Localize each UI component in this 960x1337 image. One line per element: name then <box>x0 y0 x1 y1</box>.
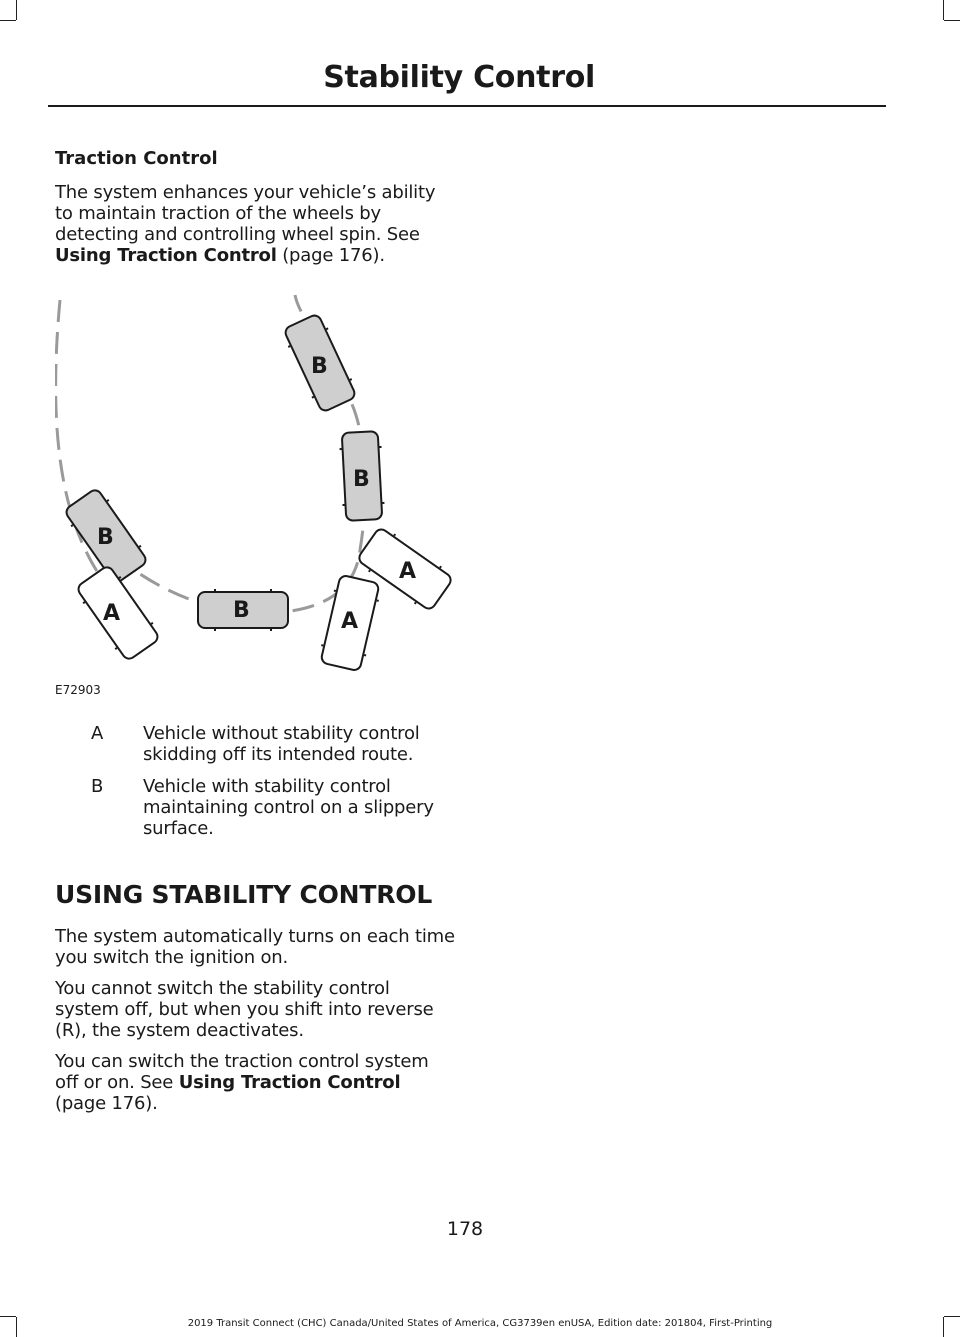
legend-key: B <box>91 776 104 797</box>
stability-diagram <box>55 290 455 695</box>
crop-mark <box>0 1316 16 1317</box>
vehicle-b-left-label: B <box>97 525 114 550</box>
using-section <box>55 926 455 1114</box>
legend-text: Vehicle with stability control maintaining control on a slippery surface. <box>143 776 434 839</box>
vehicle-b-bottom-label: B <box>233 598 250 623</box>
crop-mark <box>944 1316 960 1317</box>
footer-text: 2019 Transit Connect (CHC) Canada/United States of America, CG3739en enUSA, Edition date: 201804, First-Printing <box>187 1318 773 1329</box>
crop-mark <box>943 0 944 20</box>
page-title: Stability Control <box>323 60 595 95</box>
traction-page-ref: (page 176). <box>282 245 385 266</box>
vehicle-b-right-label: B <box>353 467 370 492</box>
vehicle-a-left-label: A <box>103 601 121 626</box>
using-paragraph-3-text: You can switch the traction control system off or on. See <box>55 1051 429 1093</box>
legend-key: A <box>91 723 104 744</box>
vehicle-a-bottom-right-label: A <box>341 609 359 634</box>
traction-heading: Traction Control <box>55 148 218 169</box>
crop-mark <box>944 20 960 21</box>
traction-paragraph-text: The system enhances your vehicle’s ability to maintain traction of the wheels by detecting and controlling wheel spin. See <box>55 182 436 245</box>
section-heading: USING STABILITY CONTROL <box>55 880 433 909</box>
page-number: 178 <box>446 1218 484 1240</box>
crop-mark <box>0 20 16 21</box>
traction-link-2[interactable]: Using Traction Control <box>178 1072 401 1093</box>
using-page-ref: (page 176). <box>55 1093 158 1114</box>
traction-link[interactable]: Using Traction Control <box>55 245 277 266</box>
using-paragraph-3 <box>55 1051 455 1114</box>
traction-paragraph <box>55 182 455 266</box>
using-paragraph-2: You cannot switch the stability control system off, but when you shift into reverse (R), the system deactivates. <box>55 978 434 1041</box>
legend-text: Vehicle without stability control skidding off its intended route. <box>143 723 420 765</box>
traction-section <box>55 148 455 266</box>
vehicle-a-right-label: A <box>399 559 417 584</box>
title-divider <box>48 105 886 107</box>
using-paragraph-1: The system automatically turns on each time you switch the ignition on. <box>55 926 455 968</box>
figure-id: E72903 <box>55 683 101 697</box>
vehicle-b-top-label: B <box>311 354 328 379</box>
crop-mark <box>16 0 17 20</box>
